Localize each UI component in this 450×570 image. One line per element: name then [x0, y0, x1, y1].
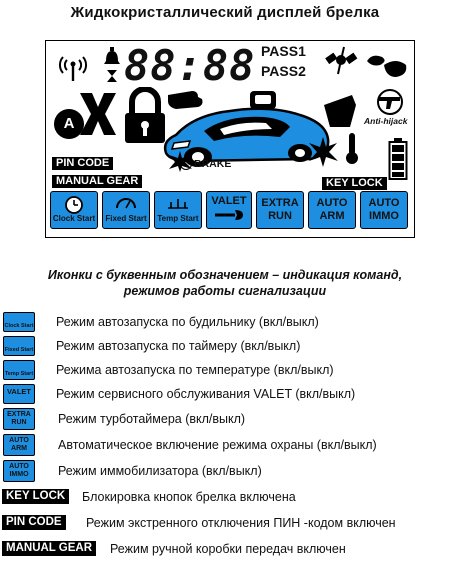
legend-item	[0, 540, 450, 562]
legend-item	[0, 384, 450, 406]
fixed-start-label: Fixed Start	[105, 214, 147, 223]
thermometer-icon	[344, 131, 360, 165]
anti-hijack-label: Anti-hijack	[364, 116, 408, 126]
fixed-start-mini-icon: Fixed Start	[3, 336, 35, 356]
extra-run-mini-icon: EXTRA RUN	[3, 408, 35, 430]
pass2-label: PASS2	[261, 63, 306, 79]
legend-text: Режим иммобилизатора (вкл/выкл)	[58, 464, 262, 478]
legend-text: Режим автозапуска по будильнику (вкл/выкл)	[56, 315, 319, 329]
alarm-burst-icon	[306, 135, 340, 169]
legend-item	[0, 434, 450, 456]
legend-text: Режим ручной коробки передач включен	[110, 542, 346, 556]
extra-run-label-2: RUN	[268, 210, 292, 222]
section-subtitle	[20, 267, 430, 299]
auto-a-icon: A	[54, 109, 84, 139]
satellite-icon	[324, 43, 360, 77]
timer-icon	[113, 194, 139, 214]
page-title: Жидкокристаллический дисплей брелка	[70, 4, 380, 21]
clock-start-button[interactable]	[50, 191, 98, 229]
antenna-icon	[58, 51, 88, 81]
auto-immo-label-1: AUTO	[368, 197, 400, 209]
pin-code-indicator: PIN CODE	[52, 157, 113, 170]
valet-label: VALET	[211, 195, 247, 207]
temp-start-button[interactable]	[154, 191, 202, 229]
auto-arm-label-1: AUTO	[316, 197, 348, 209]
legend-text: Режим турботаймера (вкл/выкл)	[58, 412, 246, 426]
legend-text: Автоматическое включение режима охраны (вкл/выкл)	[58, 438, 377, 452]
auto-immo-mini-icon: AUTO IMMO	[3, 460, 35, 482]
legend-item	[0, 312, 450, 334]
frost-icon	[364, 51, 410, 85]
legend-item	[0, 488, 450, 510]
brake-indicator	[180, 158, 231, 170]
auto-arm-label-2: ARM	[319, 210, 345, 222]
valet-mini-icon: VALET	[3, 384, 35, 404]
legend-text: Блокировка кнопок брелка включена	[82, 490, 296, 504]
auto-immo-label-2: IMMO	[369, 210, 399, 222]
pin-code-mini-icon: PIN CODE	[2, 515, 66, 530]
manual-gear-mini-icon: MANUAL GEAR	[2, 541, 96, 556]
legend-text: Режим автозапуска по таймеру (вкл/выкл)	[56, 339, 301, 353]
brake-label: BRAKE	[194, 158, 232, 170]
pass1-label: PASS1	[261, 43, 306, 59]
legend-item	[0, 360, 450, 382]
fixed-start-button[interactable]	[102, 191, 150, 229]
battery-icon	[388, 137, 408, 181]
temperature-icon	[165, 194, 191, 214]
auto-arm-mini-icon: AUTO ARM	[3, 434, 35, 456]
gun-icon	[372, 89, 408, 115]
wrench-icon	[213, 208, 245, 222]
clock-icon	[61, 194, 87, 214]
legend-text: Режим экстренного отключения ПИН -кодом включен	[86, 516, 396, 530]
legend-text: Режим сервисного обслуживания VALET (вкл/выкл)	[56, 387, 356, 401]
extra-run-button[interactable]	[256, 191, 304, 229]
bell-icon	[102, 45, 122, 85]
key-lock-mini-icon: KEY LOCK	[2, 489, 69, 504]
subtitle-line-1: Иконки с буквенным обозначением – индикация команд,	[47, 268, 403, 282]
time-digits: 88:88	[124, 41, 256, 90]
extra-run-label-1: EXTRA	[261, 197, 299, 209]
auto-arm-button[interactable]	[308, 191, 356, 229]
lcd-display	[45, 40, 415, 238]
key-lock-indicator: KEY LOCK	[322, 177, 387, 190]
temp-start-label: Temp Start	[157, 214, 199, 223]
subtitle-line-2: режимов работы сигнализации	[123, 284, 327, 298]
legend-item	[0, 514, 450, 536]
trunk-icon	[322, 91, 358, 131]
legend-item	[0, 408, 450, 430]
clock-start-label: Clock Start	[52, 214, 96, 223]
legend-item	[0, 460, 450, 482]
manual-gear-indicator: MANUAL GEAR	[52, 175, 142, 188]
cross-icon	[78, 89, 118, 139]
legend-item	[0, 336, 450, 358]
auto-immo-button[interactable]	[360, 191, 408, 229]
clock-start-mini-icon: Clock Start	[3, 312, 35, 332]
valet-button[interactable]	[206, 191, 252, 229]
legend-text: Режима автозапуска по температуре (вкл/выкл)	[56, 363, 334, 377]
temp-start-mini-icon: Temp Start	[3, 360, 35, 380]
